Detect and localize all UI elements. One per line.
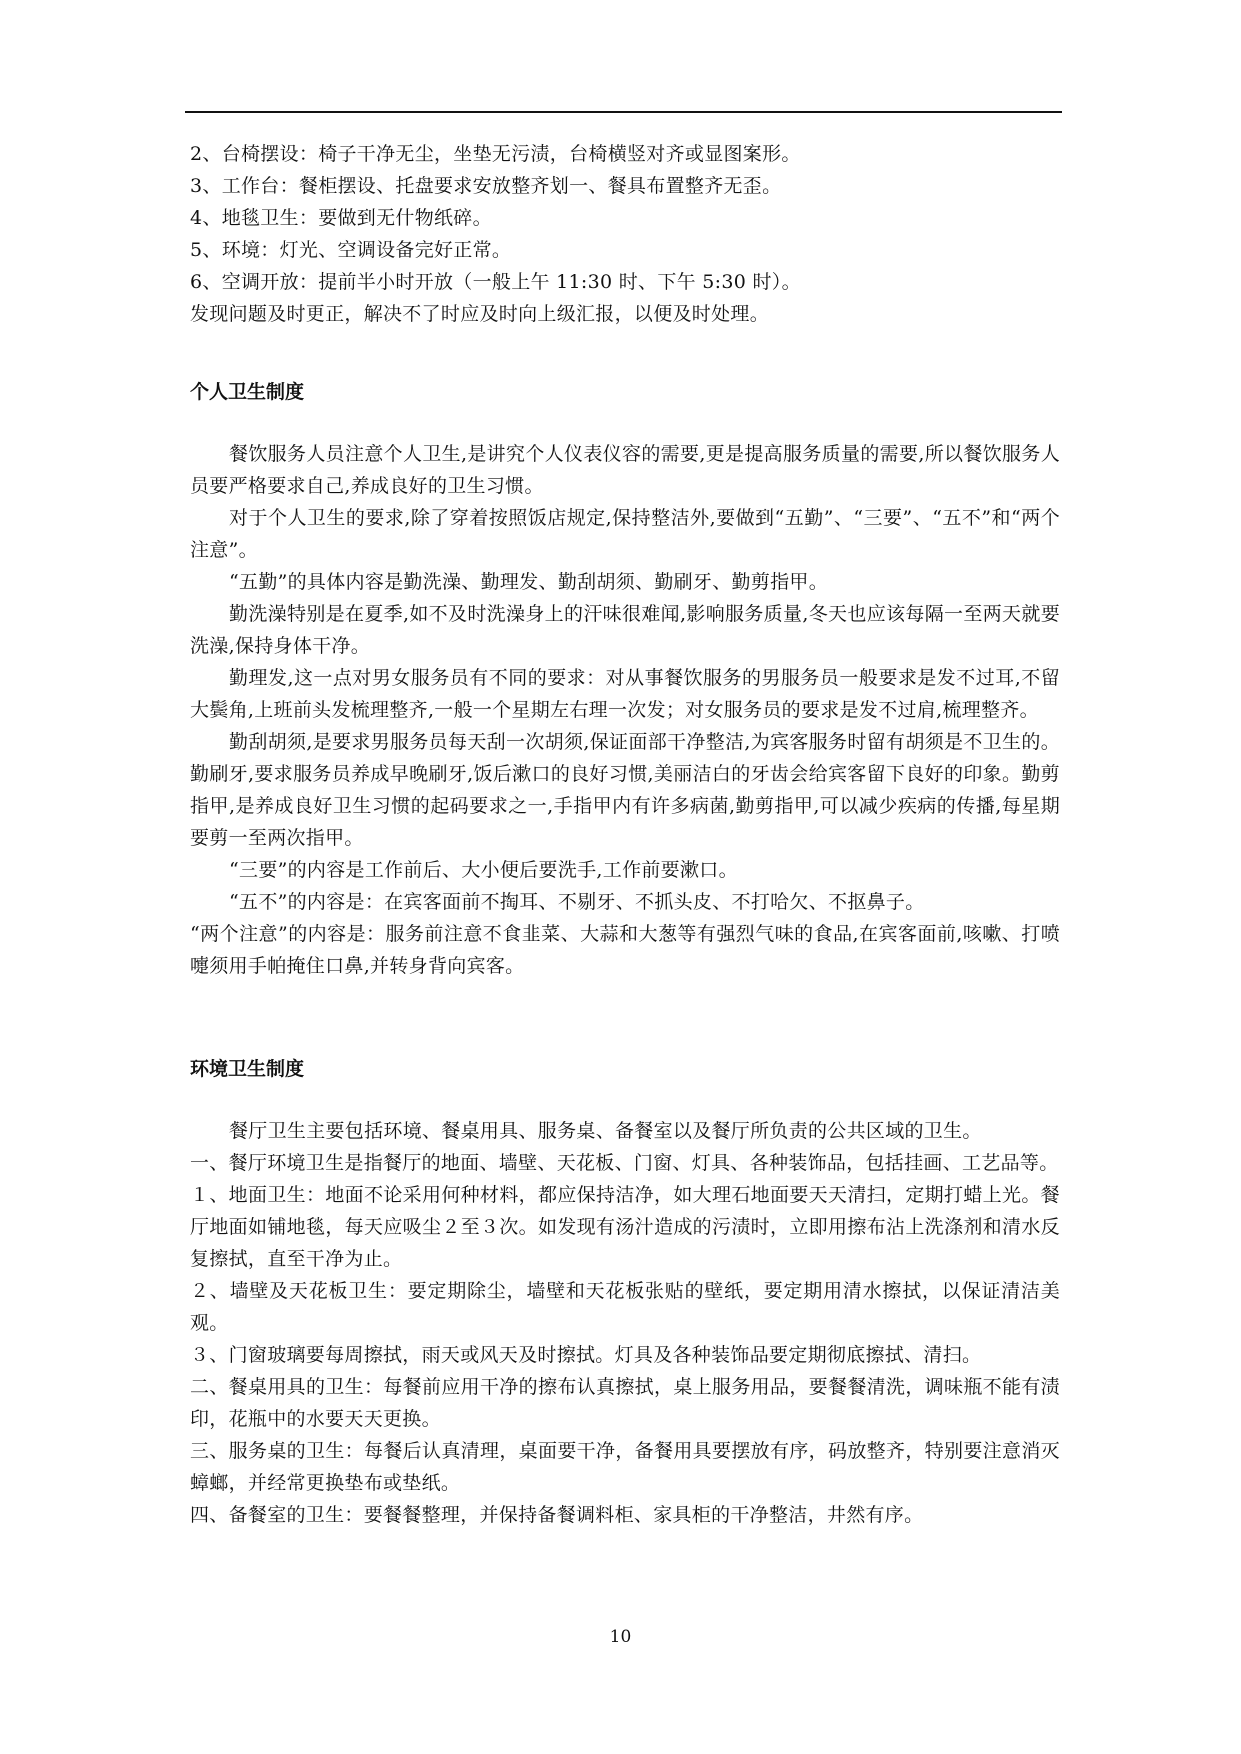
environment-hygiene-body (190, 1115, 1060, 1531)
paragraph: 餐饮服务人员注意个人卫生,是讲究个人仪表仪容的需要,更是提高服务质量的需要,所以餐饮服务人员要严格要求自己,养成良好的卫生习惯。 (190, 443, 1060, 497)
paragraph: 一、餐厅环境卫生是指餐厅的地面、墙壁、天花板、门窗、灯具、各种装饰品，包括挂画、工艺品等。 (190, 1152, 1059, 1174)
personal-hygiene-body (190, 438, 1060, 982)
paragraph: 四、备餐室的卫生：要餐餐整理，并保持备餐调料柜、家具柜的干净整洁，井然有序。 (190, 1504, 924, 1526)
page-number: 10 (609, 1627, 632, 1647)
list-item: 3、工作台：餐柜摆设、托盘要求安放整齐划一、餐具布置整齐无歪。 (190, 175, 782, 197)
paragraph: ３、门窗玻璃要每周擦拭，雨天或风天及时擦拭。灯具及各种装饰品要定期彻底擦拭、清扫。 (190, 1344, 982, 1366)
section-heading-personal-hygiene: 个人卫生制度 (190, 381, 305, 403)
paragraph: “五不”的内容是：在宾客面前不掏耳、不剔牙、不抓头皮、不打哈欠、不抠鼻子。 (229, 891, 925, 913)
header-rule (185, 111, 1062, 113)
paragraph: １、地面卫生：地面不论采用何种材料，都应保持洁净，如大理石地面要天天清扫，定期打蜡上光。餐厅地面如铺地毯，每天应吸尘２至３次。如发现有汤汁造成的污渍时，立即用擦布沾上洗涤剂和清水反复擦拭，直至干净为止。 (190, 1184, 1060, 1270)
paragraph: ２、墙壁及天花板卫生：要定期除尘，墙壁和天花板张贴的壁纸，要定期用清水擦拭，以保证清洁美观。 (190, 1280, 1060, 1334)
paragraph: 勤洗澡特别是在夏季,如不及时洗澡身上的汗味很难闻,影响服务质量,冬天也应该每隔一至两天就要洗澡,保持身体干净。 (190, 603, 1060, 657)
paragraph: 二、餐桌用具的卫生：每餐前应用干净的擦布认真擦拭，桌上服务用品，要餐餐清洗，调味瓶不能有渍印，花瓶中的水要天天更换。 (190, 1376, 1060, 1430)
paragraph: 对于个人卫生的要求,除了穿着按照饭店规定,保持整洁外,要做到“五勤”、“三要”、“五不”和“两个注意”。 (190, 507, 1060, 561)
list-item: 6、空调开放：提前半小时开放（一般上午 11:30 时、下午 5:30 时）。 (190, 271, 801, 293)
paragraph: 勤理发,这一点对男女服务员有不同的要求：对从事餐饮服务的男服务员一般要求是发不过耳,不留大鬓角,上班前头发梳理整齐,一般一个星期左右理一次发；对女服务员的要求是发不过肩,梳理整齐。 (190, 667, 1060, 721)
paragraph: 餐厅卫生主要包括环境、餐桌用具、服务桌、备餐室以及餐厅所负责的公共区域的卫生。 (229, 1120, 982, 1142)
paragraph: “三要”的内容是工作前后、大小便后要洗手,工作前要漱口。 (229, 859, 738, 881)
list-item: 4、地毯卫生：要做到无什物纸碎。 (190, 207, 492, 229)
list-item: 2、台椅摆设：椅子干净无尘，坐垫无污渍，台椅横竖对齐或显图案形。 (190, 143, 801, 165)
paragraph: “五勤”的具体内容是勤洗澡、勤理发、勤刮胡须、勤刷牙、勤剪指甲。 (229, 571, 829, 593)
paragraph: “两个注意”的内容是：服务前注意不食韭菜、大蒜和大葱等有强烈气味的食品,在宾客面前,咳嗽、打喷嚏须用手帕掩住口鼻,并转身背向宾客。 (190, 923, 1060, 977)
list-item: 发现问题及时更正，解决不了时应及时向上级汇报，以便及时处理。 (190, 303, 770, 325)
list-item: 5、环境：灯光、空调设备完好正常。 (190, 239, 512, 261)
paragraph: 三、服务桌的卫生：每餐后认真清理，桌面要干净，备餐用具要摆放有序，码放整齐，特别要注意消灭蟑螂，并经常更换垫布或垫纸。 (190, 1440, 1060, 1494)
intro-list (190, 138, 1060, 330)
section-heading-environment-hygiene: 环境卫生制度 (190, 1058, 305, 1080)
paragraph: 勤刮胡须,是要求男服务员每天刮一次胡须,保证面部干净整洁,为宾客服务时留有胡须是不卫生的。勤刷牙,要求服务员养成早晚刷牙,饭后漱口的良好习惯,美丽洁白的牙齿会给宾客留下良好的印象。勤剪指甲,是养成良好卫生习惯的起码要求之一,手指甲内有许多病菌,勤剪指甲,可以减少疾病的传播,每星期要剪一至两次指甲。 (190, 731, 1060, 849)
